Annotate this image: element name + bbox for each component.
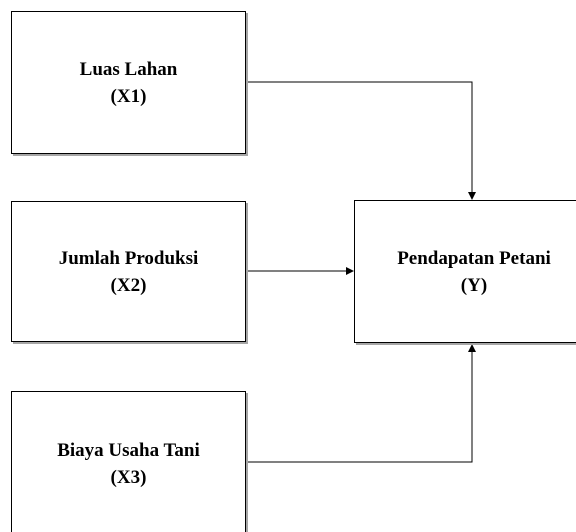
- node-title: Biaya Usaha Tani: [57, 439, 200, 461]
- node-code: (X2): [110, 274, 147, 296]
- edge-x1-to-y: [247, 82, 472, 199]
- node-biaya-usaha-tani: [11, 391, 246, 532]
- node-code: (X1): [110, 85, 147, 107]
- node-pendapatan-petani: [354, 200, 576, 343]
- node-luas-lahan: [11, 11, 246, 154]
- node-code: (X3): [110, 466, 147, 488]
- node-title: Pendapatan Petani: [397, 247, 551, 269]
- node-jumlah-produksi: [11, 201, 246, 342]
- node-title: Jumlah Produksi: [58, 247, 199, 269]
- node-title: Luas Lahan: [79, 58, 178, 80]
- edge-x3-to-y: [247, 345, 472, 462]
- node-code: (Y): [460, 274, 488, 296]
